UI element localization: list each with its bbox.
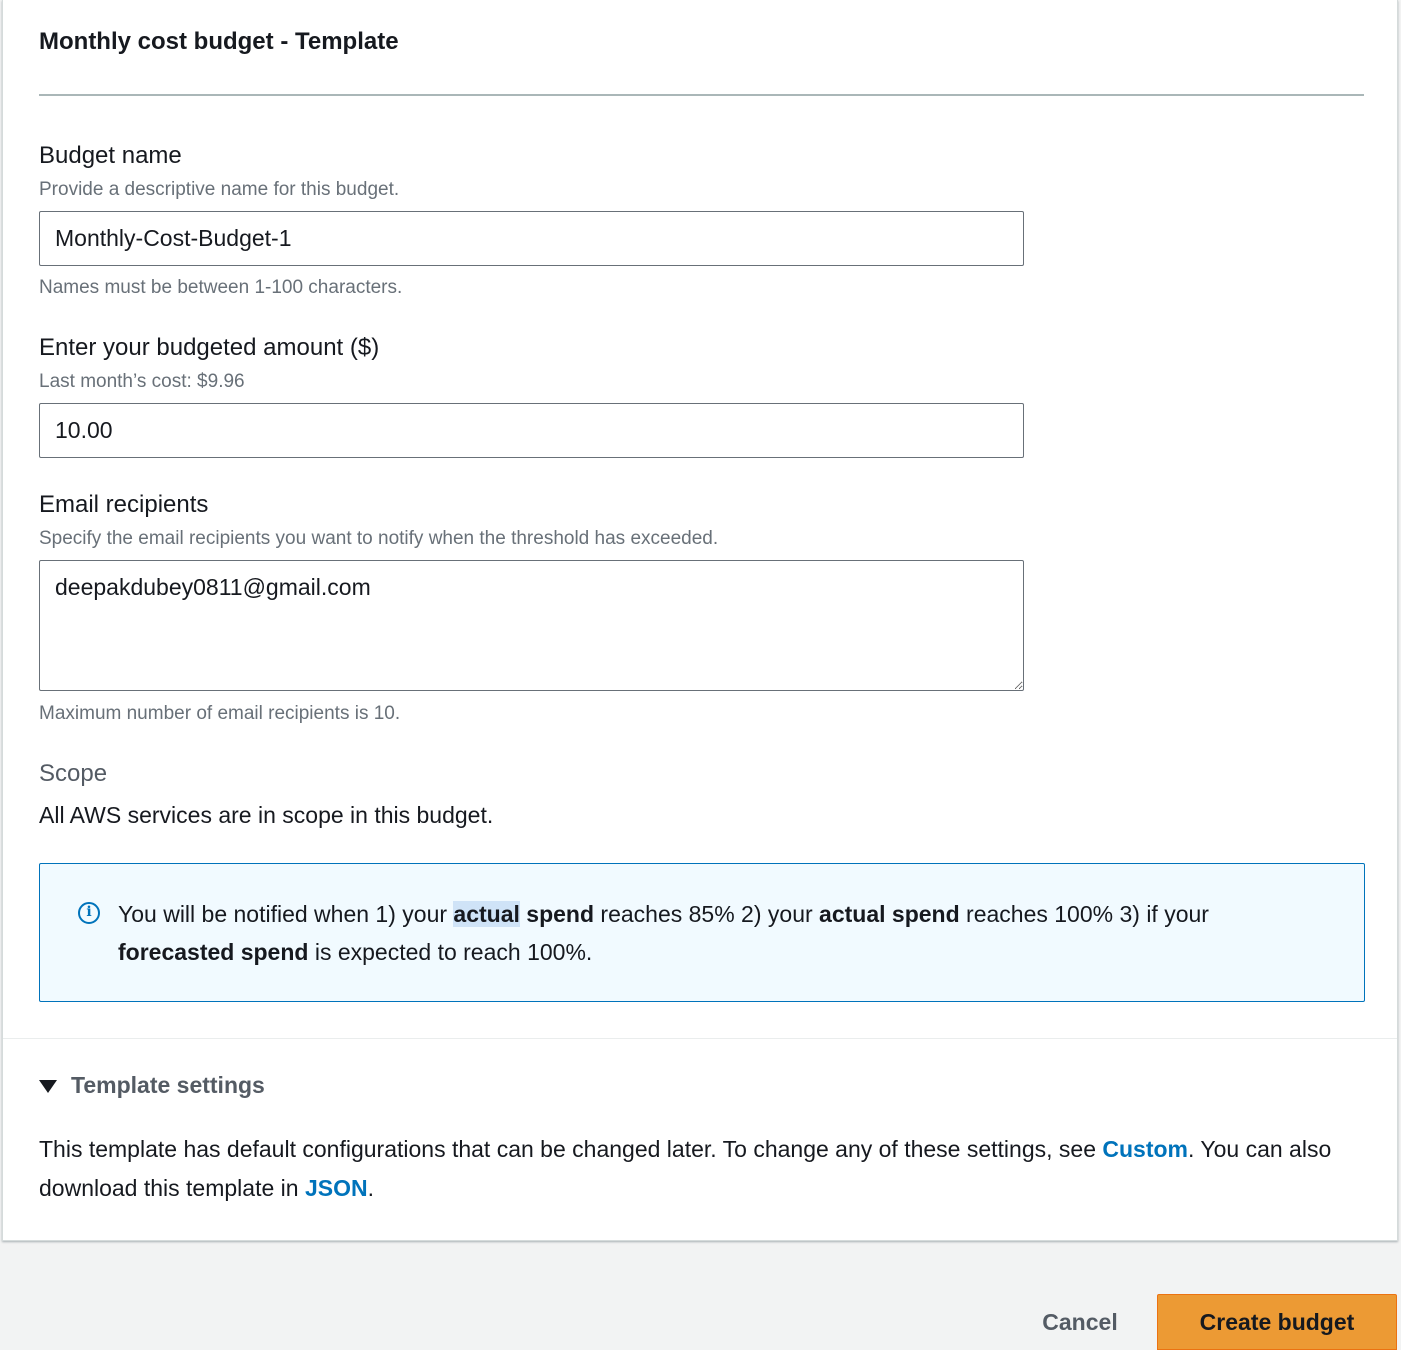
template-settings-toggle[interactable] [39, 1072, 265, 1099]
panel-title: Monthly cost budget - Template [39, 28, 399, 55]
budget-name-input[interactable] [39, 211, 1024, 266]
caret-down-icon [39, 1080, 57, 1093]
budget-name-hint: Names must be between 1-100 characters. [39, 277, 403, 298]
budget-amount-input[interactable] [39, 403, 1024, 458]
create-budget-button[interactable]: Create budget [1157, 1294, 1397, 1350]
scope-label: Scope [39, 760, 108, 787]
info-alert [39, 863, 1365, 1002]
template-settings-label: Template settings [71, 1072, 265, 1098]
header-divider [39, 94, 1364, 96]
section-divider [3, 1038, 1397, 1039]
last-month-cost: Last month’s cost: $9.96 [39, 371, 245, 392]
info-icon: i [78, 902, 100, 924]
template-settings-text: This template has default configurations that can be changed later. To change any of these settings, see Custom. You can also download this template in JSON. [39, 1136, 1332, 1201]
budget-amount-label: Enter your budgeted amount ($) [39, 334, 380, 361]
email-recipients-hint: Maximum number of email recipients is 10. [39, 703, 401, 724]
json-link[interactable]: JSON [304, 1175, 368, 1201]
email-recipients-textarea[interactable] [39, 560, 1024, 691]
custom-link[interactable]: Custom [1102, 1136, 1189, 1162]
email-recipients-label: Email recipients [39, 491, 209, 518]
scope-text: All AWS services are in scope in this budget. [39, 802, 494, 828]
info-alert-text: You will be notified when 1) your actual spend reaches 85% 2) your actual spend reaches 100% 3) if your forecasted spend is expected to reach 100%. [118, 901, 1209, 965]
email-recipients-description: Specify the email recipients you want to notify when the threshold has exceeded. [39, 528, 719, 549]
budget-template-panel [2, 0, 1398, 1241]
cancel-button[interactable]: Cancel [1020, 1294, 1140, 1350]
budget-name-description: Provide a descriptive name for this budget. [39, 179, 400, 200]
budget-name-label: Budget name [39, 142, 182, 169]
